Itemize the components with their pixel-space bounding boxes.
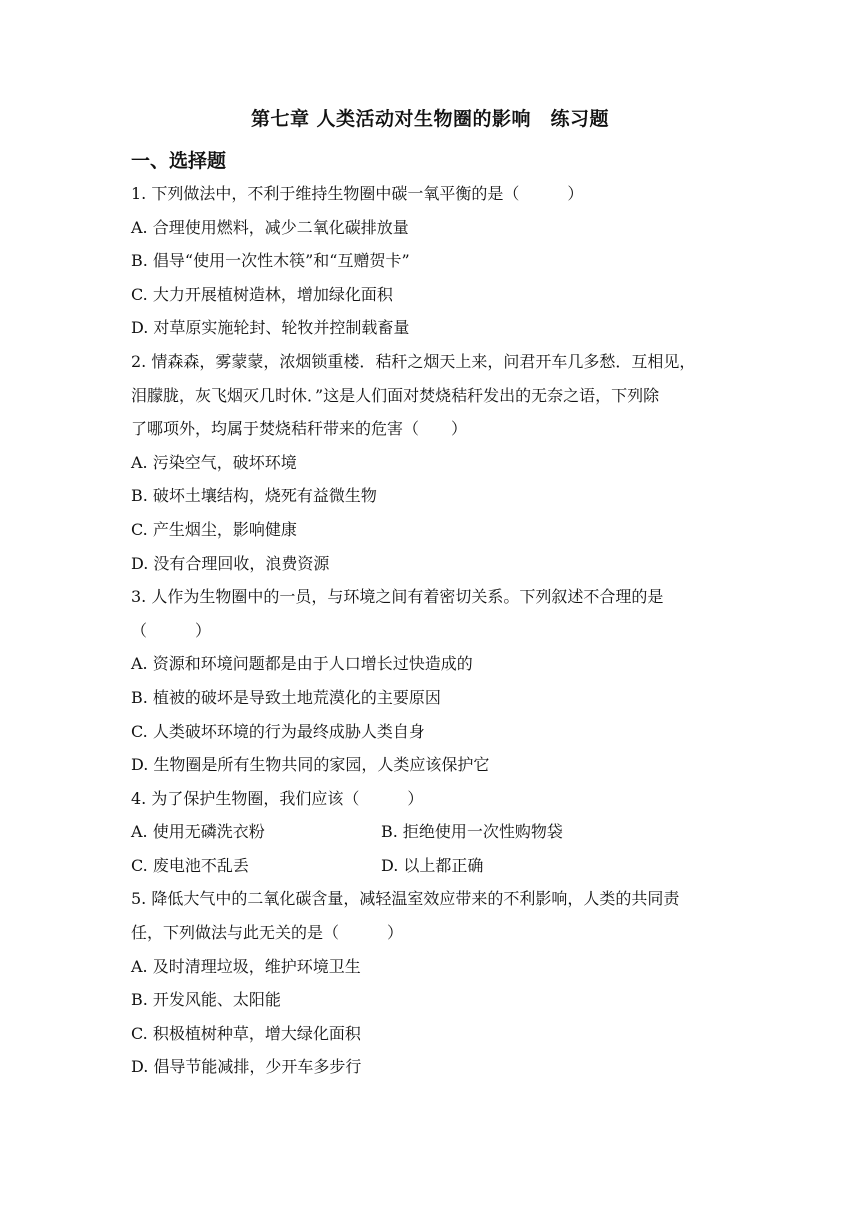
question-3-option-a: A. 资源和环境问题都是由于人口增长过快造成的 <box>131 654 473 674</box>
question-2-stem-line-1: 2. 情森森，雾蒙蒙，浓烟锁重楼．秸秆之烟天上来，问君开车几多愁．互相见， <box>131 351 696 371</box>
question-3-stem-line-1: 3. 人作为生物圈中的一员，与环境之间有着密切关系。下列叙述不合理的是 <box>131 587 664 607</box>
question-4-stem: 4. 为了保护生物圈，我们应该（ ） <box>131 788 424 808</box>
question-5-option-a: A. 及时清理垃圾，维护环境卫生 <box>131 956 361 976</box>
question-4-options-row-2 <box>131 852 771 886</box>
question-4-option-c: C. 废电池不乱丢 <box>131 855 249 875</box>
question-5-stem-line-2: 任，下列做法与此无关的是（ ） <box>131 923 404 943</box>
section-heading: 一、选择题 <box>131 150 227 172</box>
question-1-option-d: D. 对草原实施轮封、轮牧并控制载畜量 <box>131 318 410 338</box>
question-2-option-a: A. 污染空气，破坏环境 <box>131 452 297 472</box>
question-1-stem: 1. 下列做法中，不利于维持生物圈中碳一氧平衡的是（ ） <box>131 184 584 203</box>
question-3-option-d: D. 生物圈是所有生物共同的家园，人类应该保护它 <box>131 755 490 775</box>
question-3-stem-line-2: （ ） <box>131 620 212 640</box>
question-5-stem-line-1: 5. 降低大气中的二氧化碳含量，减轻温室效应带来的不利影响，人类的共同责 <box>131 889 680 909</box>
question-1-option-c: C. 大力开展植树造林，增加绿化面积 <box>131 284 393 304</box>
question-2-stem-line-3: 了哪项外，均属于焚烧秸秆带来的危害（ ） <box>131 419 468 439</box>
question-4-option-a: A. 使用无磷洗衣粉 <box>131 822 265 842</box>
question-2-option-d: D. 没有合理回收，浪费资源 <box>131 553 330 573</box>
question-list <box>131 180 771 1087</box>
question-4-option-b: B. 拒绝使用一次性购物袋 <box>381 822 563 842</box>
question-5-option-b: B. 开发风能、太阳能 <box>131 990 281 1010</box>
question-1-option-b: B. 倡导“使用一次性木筷”和“互赠贺卡” <box>131 251 410 271</box>
page-title: 第七章 人类活动对生物圈的影响 练习题 <box>250 108 610 130</box>
question-4-options-row-1 <box>131 818 771 852</box>
question-2-stem-line-2: 泪朦胧，灰飞烟灭几时休．”这是人们面对焚烧秸秆发出的无奈之语，下列除 <box>131 385 660 405</box>
question-5-option-c: C. 积极植树种草，增大绿化面积 <box>131 1023 361 1043</box>
question-3-option-b: B. 植被的破坏是导致土地荒漠化的主要原因 <box>131 687 441 707</box>
question-4-option-d: D. 以上都正确 <box>381 855 484 875</box>
question-5-option-d: D. 倡导节能减排，少开车多步行 <box>131 1057 362 1077</box>
question-2-option-c: C. 产生烟尘，影响健康 <box>131 519 297 539</box>
question-3-option-c: C. 人类破坏环境的行为最终成胁人类自身 <box>131 721 425 741</box>
question-1-option-a: A. 合理使用燃料，减少二氧化碳排放量 <box>131 217 409 237</box>
question-2-option-b: B. 破坏土壤结构，烧死有益微生物 <box>131 486 377 506</box>
